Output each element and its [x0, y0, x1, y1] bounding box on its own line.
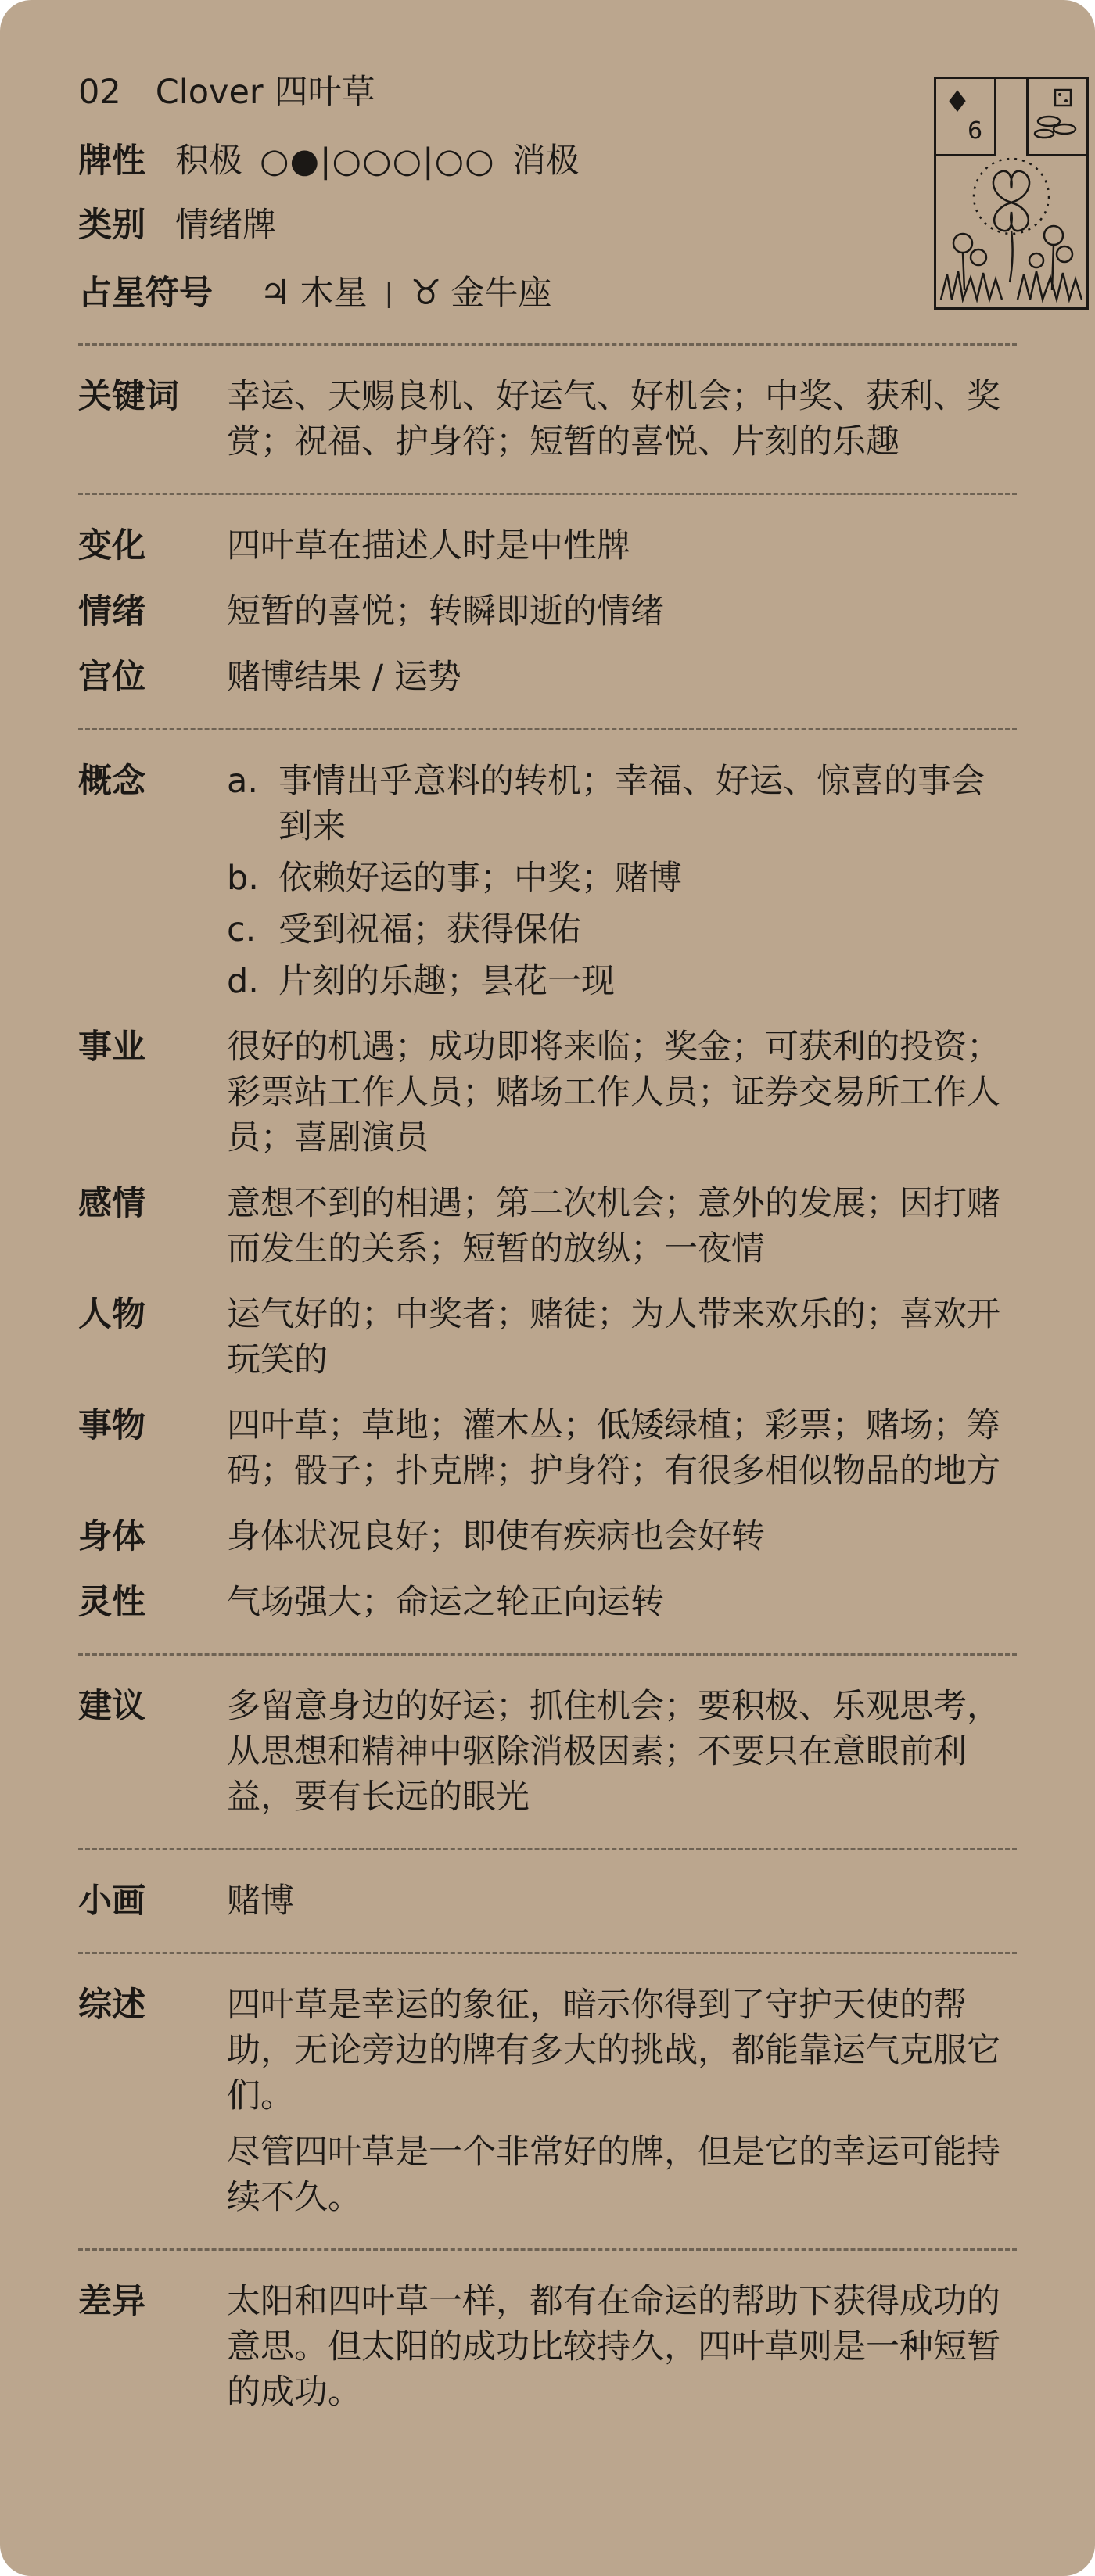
summary-section [78, 1954, 1017, 2248]
list-marker: a. [227, 762, 259, 801]
keywords-section [78, 346, 1017, 493]
advice-section [78, 1656, 1017, 1848]
spirit-label: 灵性 [78, 1583, 145, 1622]
love-label: 感情 [78, 1184, 145, 1223]
clover-illustration [936, 79, 1086, 307]
list-text: 依赖好运的事；中奖；赌博 [278, 859, 682, 898]
people-row [78, 1292, 1017, 1383]
list-item [227, 959, 1017, 1004]
advice-value: 多留意身边的好运；抓住机会；要积极、乐观思考，从思想和精神中驱除消极因素；不要只在意眼前利益，要有长远的眼光 [227, 1687, 1000, 1817]
category-label: 类别 [78, 206, 145, 245]
meanings-section [78, 730, 1017, 1653]
list-item [227, 759, 1017, 849]
basic-section [78, 495, 1017, 728]
card-header [78, 0, 1017, 332]
things-row [78, 1403, 1017, 1494]
card-title [78, 69, 375, 116]
body-value: 身体状况良好；即使有疾病也会好转 [227, 1517, 765, 1556]
thumbnail-rank: 6 [968, 117, 983, 145]
people-label: 人物 [78, 1295, 145, 1334]
keywords-row [78, 374, 1017, 465]
astro-line [78, 270, 551, 317]
house-value: 赌博结果 / 运势 [227, 658, 461, 697]
astro-label: 占星符号 [78, 274, 213, 313]
change-label: 变化 [78, 526, 145, 565]
list-text: 片刻的乐趣；昙花一现 [278, 962, 615, 1001]
emotion-label: 情绪 [78, 592, 145, 631]
polarity-positive: 积极 [175, 142, 242, 181]
summary-text [227, 1982, 1017, 2220]
list-item [227, 907, 1017, 953]
small-picture-label: 小画 [78, 1882, 145, 1921]
change-row [78, 523, 1017, 569]
body-row [78, 1514, 1017, 1559]
astro-sign: 金牛座 [451, 274, 552, 313]
people-value: 运气好的；中奖者；赌徒；为人带来欢乐的；喜欢开玩笑的 [227, 1295, 1000, 1379]
house-label: 宫位 [78, 658, 145, 697]
love-row [78, 1181, 1017, 1272]
keywords-label: 关键词 [78, 377, 179, 416]
career-row [78, 1024, 1017, 1161]
polarity-scale: ○●|○○○|○○ [260, 142, 495, 181]
difference-row [78, 2279, 1017, 2415]
card-number: 02 [78, 73, 121, 112]
taurus-icon: ♉ [410, 273, 442, 313]
advice-label: 建议 [78, 1687, 145, 1726]
jupiter-icon: ♃ [260, 273, 291, 313]
category-line [78, 202, 276, 249]
card-thumbnail [934, 77, 1089, 310]
career-value: 很好的机遇；成功即将来临；奖金；可获利的投资；彩票站工作人员；赌场工作人员；证券交易所工作人员；喜剧演员 [227, 1028, 1000, 1157]
career-label: 事业 [78, 1028, 145, 1067]
small-picture-row [78, 1878, 1017, 1924]
list-text: 受到祝福；获得保佑 [278, 910, 581, 949]
summary-paragraph: 四叶草是幸运的象征，暗示你得到了守护天使的帮助，无论旁边的牌有多大的挑战，都能靠运气克服它们。 [227, 1986, 1000, 2115]
spirit-row [78, 1580, 1017, 1625]
love-value: 意想不到的相遇；第二次机会；意外的发展；因打赌而发生的关系；短暂的放纵；一夜情 [227, 1184, 1000, 1268]
keywords-value: 幸运、天赐良机、好运气、好机会；中奖、获利、奖赏；祝福、护身符；短暂的喜悦、片刻的乐趣 [227, 377, 1000, 461]
concept-row [78, 759, 1017, 1004]
summary-row [78, 1982, 1017, 2220]
list-item [227, 856, 1017, 901]
polarity-label: 牌性 [78, 142, 145, 181]
advice-row [78, 1684, 1017, 1820]
card-name-en: Clover [155, 73, 264, 112]
spirit-value: 气场强大；命运之轮正向运转 [227, 1583, 664, 1622]
category-value: 情绪牌 [175, 206, 276, 245]
polarity-negative: 消极 [512, 142, 580, 181]
card-name-cn: 四叶草 [274, 73, 375, 112]
difference-label: 差异 [78, 2282, 145, 2321]
emotion-row [78, 589, 1017, 634]
difference-section [78, 2251, 1017, 2443]
concept-label: 概念 [78, 762, 145, 801]
difference-value: 太阳和四叶草一样，都有在命运的帮助下获得成功的意思。但太阳的成功比较持久，四叶草则是一种短暂的成功。 [227, 2282, 1000, 2412]
list-marker: d. [227, 962, 259, 1001]
house-row [78, 655, 1017, 700]
body-label: 身体 [78, 1517, 145, 1556]
things-value: 四叶草；草地；灌木丛；低矮绿植；彩票；赌场；筹码；骰子；扑克牌；护身符；有很多相似物品的地方 [227, 1406, 1000, 1491]
concept-list [227, 759, 1017, 1004]
small-picture-value: 赌博 [227, 1882, 294, 1921]
astro-planet: 木星 [300, 274, 368, 313]
summary-label: 综述 [78, 1986, 145, 2025]
list-marker: b. [227, 859, 259, 898]
list-marker: c. [227, 910, 257, 949]
list-text: 事情出乎意料的转机；幸福、好运、惊喜的事会到来 [278, 762, 985, 846]
polarity-line [78, 138, 580, 185]
emotion-value: 短暂的喜悦；转瞬即逝的情绪 [227, 592, 664, 631]
things-label: 事物 [78, 1406, 145, 1445]
diamond-icon: ♦ [944, 84, 971, 119]
small-picture-section [78, 1850, 1017, 1952]
change-value: 四叶草在描述人时是中性牌 [227, 526, 630, 565]
astro-separator: | [384, 278, 393, 309]
summary-paragraph: 尽管四叶草是一个非常好的牌，但是它的幸运可能持续不久。 [227, 2133, 1000, 2217]
